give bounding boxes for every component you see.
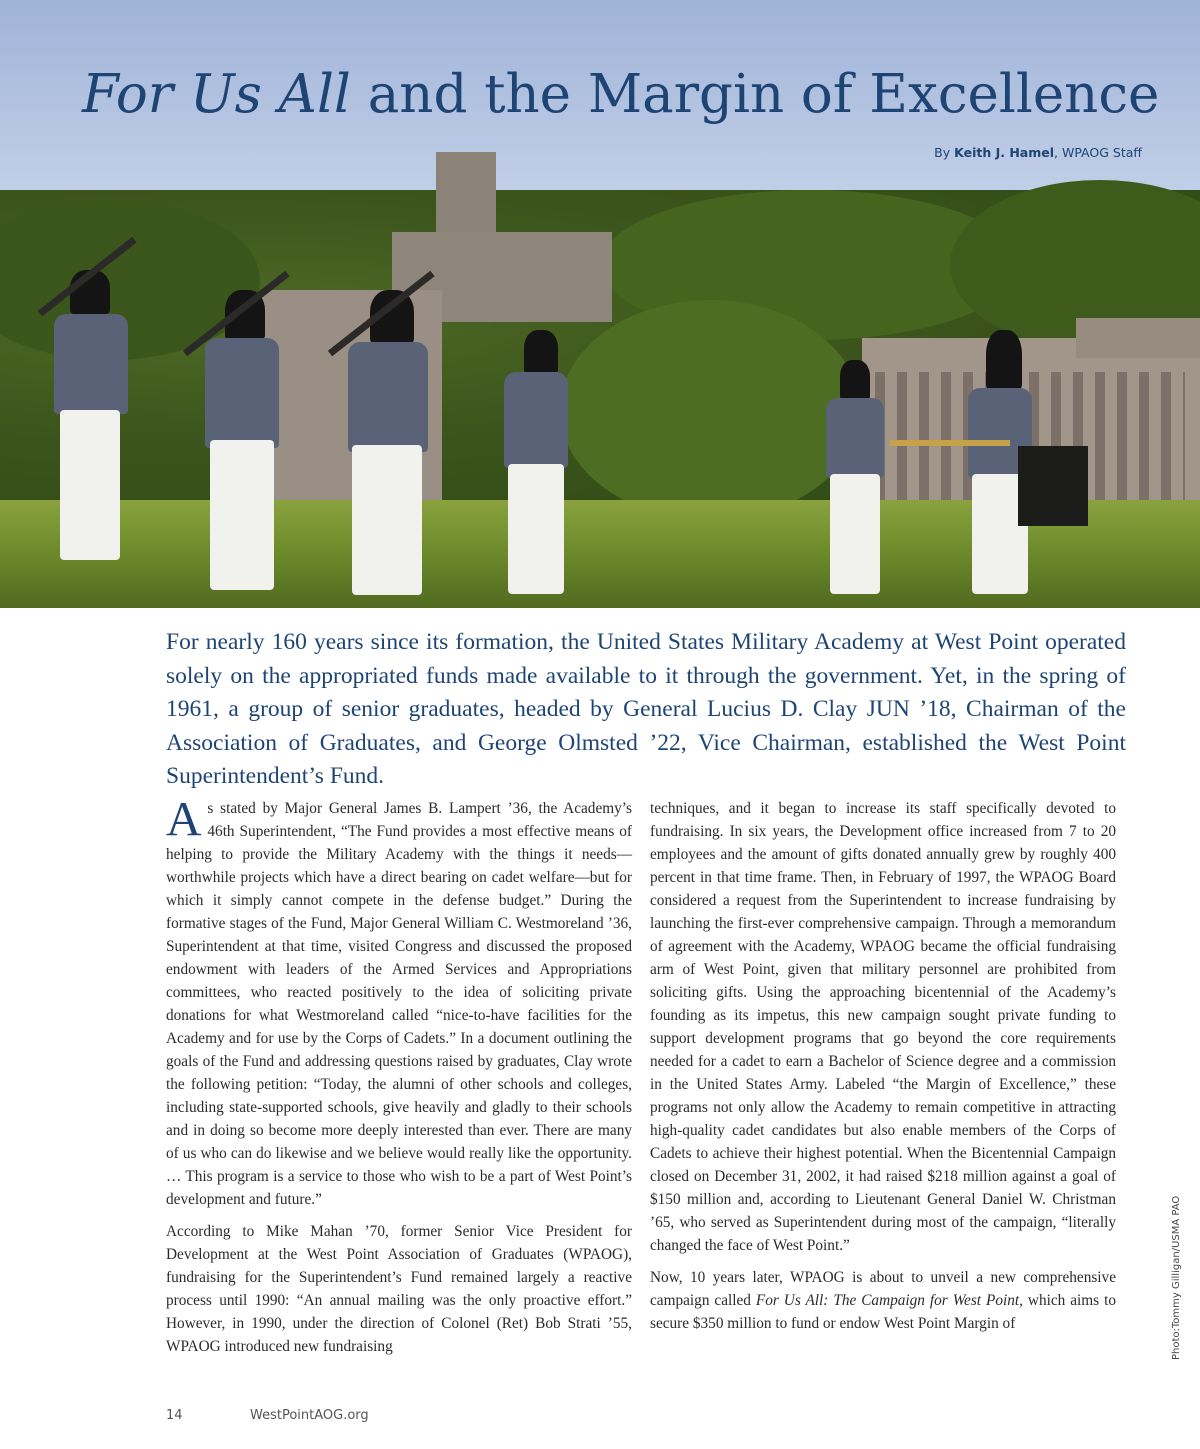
body-paragraph: techniques, and it began to increase its staff specifically devoted to fundraising. In six years, the Development office increased from 7 to 20 employees and the amount of gifts donated annually grew by roughly 400 percent in that time frame. Then, in February of 1997, the WPAOG Board considered a request from the Superintendent to increase fundraising by launching the first-ever comprehensive campaign. Through a memorandum of agreement with the Academy, WPAOG became the official fundraising arm of West Point, given that military personnel are prohibited from soliciting gifts. Using the approaching bicentennial of the Academy’s founding as its impetus, this new campaign sought private funding to support development programs that go beyond the core requirements needed for a cadet to earn a Bachelor of Science degree and a commission in the United States Army. Labeled “the Margin of Excellence,” these programs not only allow the Academy to remain competitive in attracting high-quality cadet candidates but also enable members of the Corps of Cadets to achieve their highest potential. When the Bicentennial Campaign closed on December 31, 2002, it had raised $218 million against a goal of $150 million and, according to Lieutenant General Daniel W. Christman ’65, who served as Superintendent during most of the campaign, “literally changed the face of West Point.”: [650, 800, 1116, 1254]
body-paragraph: According to Mike Mahan ’70, former Senior Vice President for Development at the West Point Association of Graduates (WPAOG), fundraising for the Superintendent’s Fund remained largely a reactive process until 1990: “An annual mailing was the only proactive effort.” However, in 1990, under the direction of Colonel (Ret) Bob Strati ’55, WPAOG introduced new fundraising: [166, 1223, 632, 1355]
flag-pole: [890, 440, 1010, 446]
byline-suffix: , WPAOG Staff: [1054, 145, 1142, 160]
barracks-roofline: [1076, 318, 1200, 358]
cadet-figure: [20, 270, 180, 570]
title-italic-part: For Us All: [82, 64, 351, 125]
paragraph-text: , which aims to secure $350 million to fund or endow West Point Margin of: [650, 1292, 1116, 1332]
guidon-flag: [1018, 446, 1088, 526]
drop-cap: A: [166, 791, 202, 846]
campaign-title: For Us All: The Campaign for West Point: [755, 1292, 1020, 1309]
body-column-left: [166, 791, 632, 1367]
cadet-figure: [185, 290, 325, 590]
website-url: WestPointAOG.org: [250, 1408, 369, 1423]
foreground-trees: [560, 300, 860, 520]
article-title: [82, 64, 1160, 125]
page-number: 14: [166, 1408, 183, 1423]
byline: [934, 145, 1142, 160]
lead-paragraph: For nearly 160 years since its formation, the United States Military Academy at West Point operated solely on the appropriated funds made available to it through the government. Yet, in the spring of 1961, a group of senior graduates, headed by General Lucius D. Clay JUN ’18, Chairman of the Association of Graduates, and George Olmsted ’22, Vice Chairman, established the West Point Superintendent’s Fund.: [166, 629, 1126, 790]
body-column-right: [650, 797, 1116, 1344]
title-rest: and the Margin of Excellence: [350, 64, 1160, 125]
cadet-figure: [820, 360, 910, 600]
byline-prefix: By: [934, 145, 955, 160]
photo-credit: Photo:Tommy Gilligan/USMA PAO: [1171, 1195, 1182, 1360]
cadet-figure: [494, 330, 604, 600]
cadet-figure: [330, 290, 470, 600]
byline-author: Keith J. Hamel: [954, 145, 1055, 160]
body-paragraph: [650, 1266, 1116, 1335]
paragraph-text: Now, 10 years later, WPAOG is about to unveil a new comprehensive campaign called: [650, 1269, 1116, 1309]
paragraph-text: s stated by Major General James B. Lampert ’36, the Academy’s 46th Superintendent, “The Fund provides a most effective means of helping to provide the Military Academy with the things it needs—worthwhile projects which have a direct bearing on cadet welfare—but for which it simply cannot compete in the defense budget.” During the formative stages of the Fund, Major General William C. Westmoreland ’36, Superintendent at that time, visited Congress and discussed the proposed endowment with leaders of the Armed Services and Appropriations committees, who reacted positively to the idea of soliciting private donations for what Westmoreland called “nice-to-have facilities for the Academy and for use by the Corps of Cadets.” In a document outlining the goals of the Fund and addressing questions raised by graduates, Clay wrote the following petition: “Today, the alumni of other schools and colleges, including state-supported schools, give heavily and gladly to their schools and in doing so become more deeply interested than ever. There are many of us who can do likewise and we believe would really like the opportunity. … This program is a service to those who wish to be a part of West Point’s development and future.”: [166, 800, 632, 1208]
body-paragraph: [166, 791, 632, 1211]
